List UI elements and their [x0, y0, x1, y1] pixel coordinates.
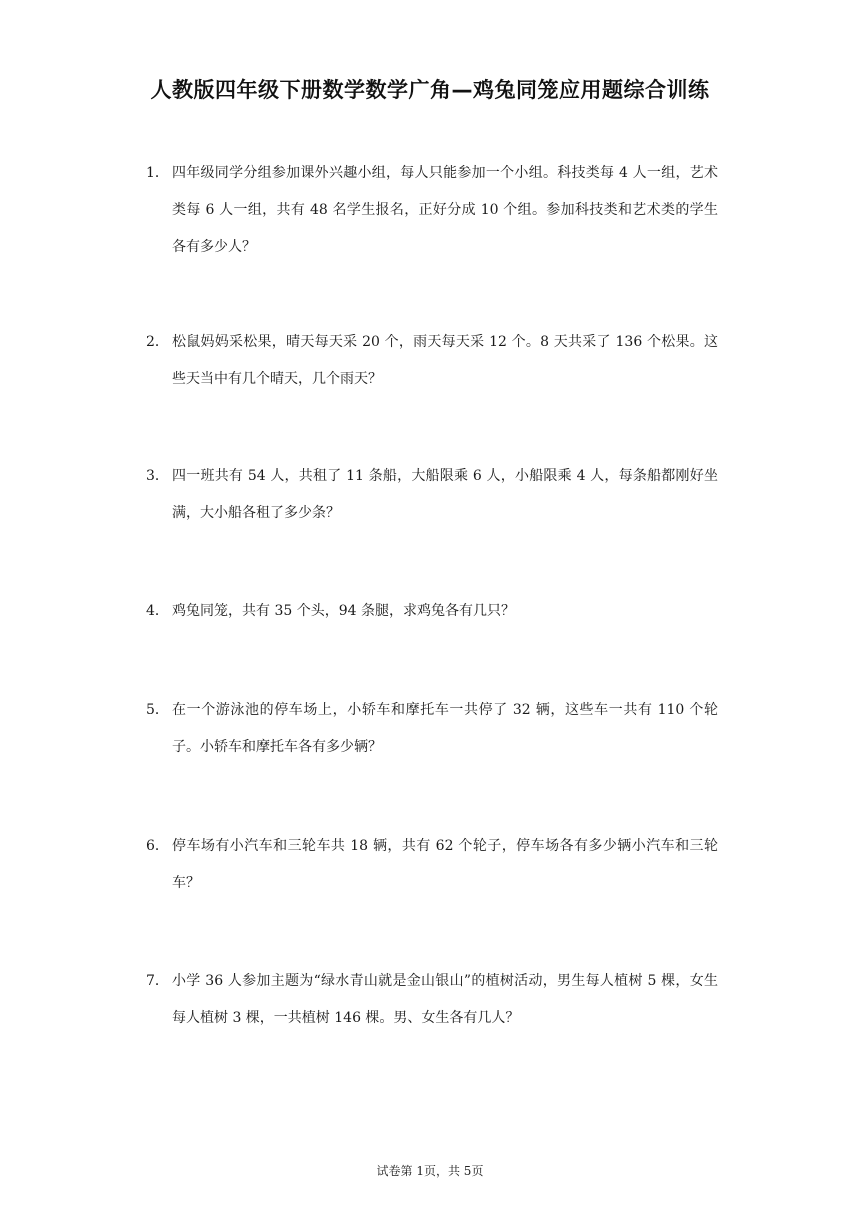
question-text: 鸡兔同笼，共有 35 个头，94 条腿，求鸡兔各有几只？ [172, 603, 515, 619]
question-number: 7． [146, 973, 169, 989]
question-number: 1． [146, 165, 169, 181]
question-text: 松鼠妈妈采松果，晴天每天采 20 个，雨天每天采 12 个。8 天共采了 136 个松果。这些天当中有几个晴天，几个雨天？ [172, 334, 718, 387]
page-footer: 试卷第 1页，共 5页 [376, 1164, 484, 1178]
question-1 [146, 155, 718, 266]
question-2 [146, 324, 718, 398]
question-4 [146, 593, 718, 630]
question-3 [146, 458, 718, 532]
question-text: 四一班共有 54 人，共租了 11 条船，大船限乘 6 人，小船限乘 4 人，每条船都刚好坐满，大小船各租了多少条？ [172, 468, 718, 521]
question-number: 5． [146, 702, 169, 718]
question-text: 在一个游泳池的停车场上，小轿车和摩托车一共停了 32 辆，这些车一共有 110 个轮子。小轿车和摩托车各有多少辆？ [172, 702, 718, 755]
question-number: 3． [146, 468, 169, 484]
question-number: 2． [146, 334, 169, 350]
question-text: 四年级同学分组参加课外兴趣小组，每人只能参加一个小组。科技类每 4 人一组，艺术类每 6 人一组，共有 48 名学生报名，正好分成 10 个组。参加科技类和艺术类的学生各有多少人？ [172, 165, 718, 255]
question-7 [146, 963, 718, 1037]
question-text: 小学 36 人参加主题为“绿水青山就是金山银山”的植树活动，男生每人植树 5 棵，女生每人植树 3 棵，一共植树 146 棵。男、女生各有几人？ [172, 973, 718, 1026]
document-title: 人教版四年级下册数学数学广角—鸡兔同笼应用题综合训练 [150, 78, 710, 102]
question-6 [146, 828, 718, 902]
question-number: 6． [146, 838, 169, 854]
question-number: 4． [146, 603, 169, 619]
question-text: 停车场有小汽车和三轮车共 18 辆，共有 62 个轮子，停车场各有多少辆小汽车和三轮车？ [172, 838, 718, 891]
question-5 [146, 692, 718, 766]
